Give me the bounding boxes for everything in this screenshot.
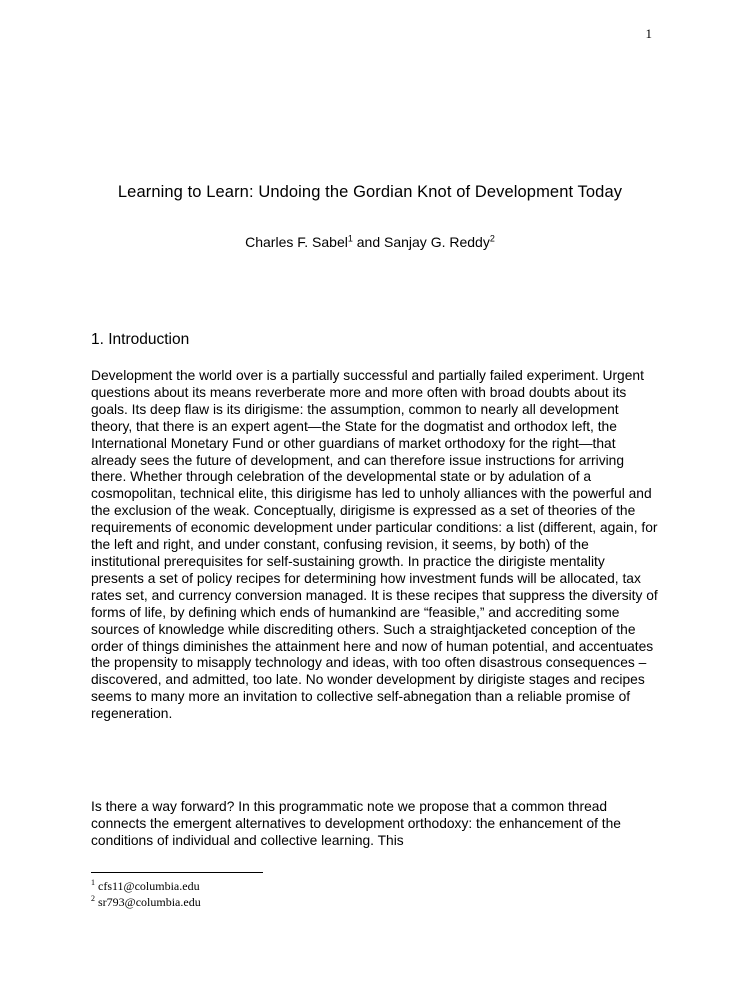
footnote-1-text: cfs11@columbia.edu xyxy=(98,879,200,893)
authors-connector: and xyxy=(352,234,384,250)
section-heading: 1. Introduction xyxy=(91,331,190,348)
footnote-1 xyxy=(91,878,263,894)
footnote-separator xyxy=(91,872,263,873)
author-2-name: Sanjay G. Reddy xyxy=(384,234,490,250)
author-1-footnote-ref: 1 xyxy=(347,233,353,244)
footnote-2-text: sr793@columbia.edu xyxy=(98,895,201,909)
page-number: 1 xyxy=(645,26,652,41)
paragraph-2: Is there a way forward? In this programmatic note we propose that a common thread connects the emergent alternatives to development orthodoxy: the enhancement of the conditions of individual and collective learning. This xyxy=(91,799,621,848)
footnote-2-marker: 2 xyxy=(91,894,95,903)
authors-line xyxy=(60,234,680,250)
author-2-footnote-ref: 2 xyxy=(489,233,495,244)
footnotes-section xyxy=(91,872,263,910)
footnote-1-marker: 1 xyxy=(91,878,95,887)
footnote-2 xyxy=(91,894,263,910)
paper-title: Learning to Learn: Undoing the Gordian Knot of Development Today xyxy=(117,183,623,201)
paragraph-1: Development the world over is a partially successful and partially failed experiment. Urgent questions about its means reverberate more and more often with broad doubts about its goals. Its deep flaw is its dirigisme: the assumption, common to nearly all development theory, that there is an expert agent—the State for the dogmatist and orthodox left, the International Monetary Fund or other guardians of market orthodoxy for the right—that already sees the future of development, and can therefore issue instructions for arriving there. Whether through celebration of the developmental state or by adulation of a cosmopolitan, technical elite, this dirigisme has led to unholy alliances with the powerful and the exclusion of the weak. Conceptually, dirigisme is expressed as a set of theories of the requirements of economic development under particular conditions: a list (different, again, for the left and right, and under constant, confusing revision, it seems, by both) of the institutional prerequisites for self-sustaining growth. In practice the dirigiste mentality presents a set of policy recipes for determining how investment funds will be allocated, tax rates set, and currency conversion managed. It is these recipes that suppress the diversity of forms of life, by defining which ends of humankind are “feasible,” and accrediting some sources of knowledge while discrediting others. Such a straightjacketed conception of the order of things diminishes the attainment here and now of human potential, and accentuates the propensity to misapply technology and ideas, with too often disastrous consequences – discovered, and admitted, too late. No wonder development by dirigiste stages and recipes seems to many more an invitation to collective self-abnegation than a reliable promise of regeneration. xyxy=(91,368,658,722)
author-1-name: Charles F. Sabel xyxy=(245,234,348,250)
